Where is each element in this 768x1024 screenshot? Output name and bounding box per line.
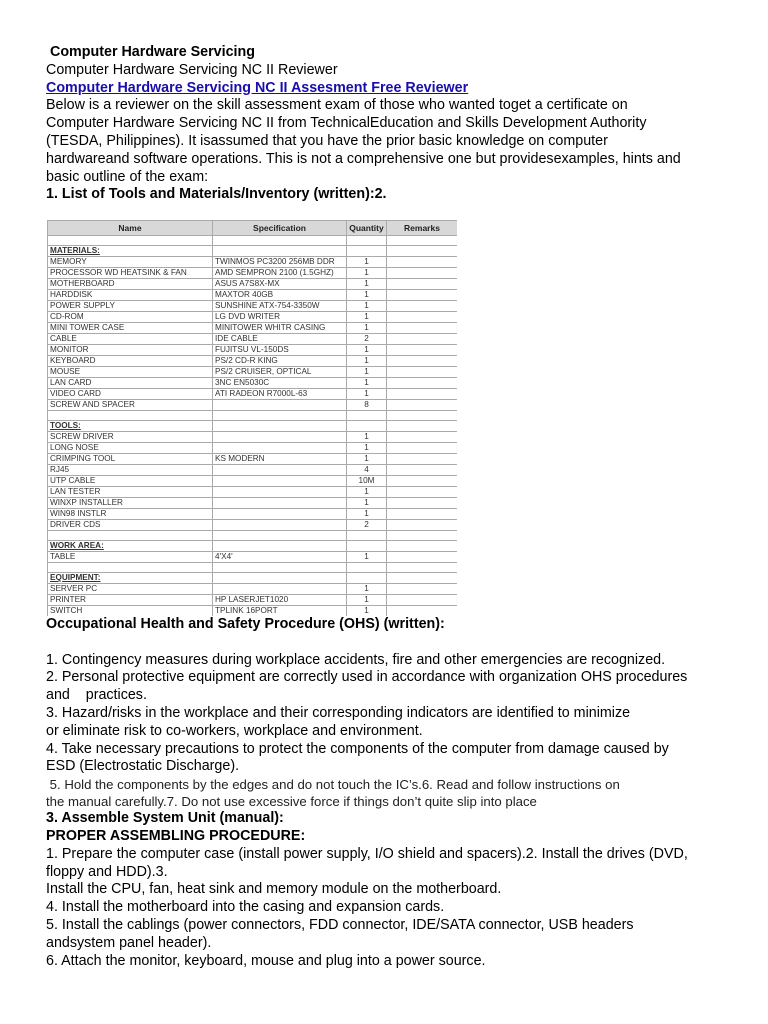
table-row [48,378,458,389]
table-cell: 1 [347,509,387,520]
table-row [48,443,458,454]
table-cell: POWER SUPPLY [48,301,213,312]
ohs-item: and practices. [46,687,147,704]
table-cell: 1 [347,279,387,290]
reviewer-link[interactable]: Computer Hardware Servicing NC II Assesment Free Reviewer [46,79,469,96]
table-cell [387,476,458,487]
table-cell: IDE CABLE [213,334,347,345]
table-cell: PS/2 CD-R KING [213,356,347,367]
table-row [48,268,458,279]
table-row [48,389,458,400]
table-cell: TWINMOS PC3200 256MB DDR [213,257,347,268]
table-cell: MONITOR [48,345,213,356]
table-cell: WINXP INSTALLER [48,498,213,509]
table-cell [347,563,387,573]
table-cell [387,411,458,421]
table-cell: 1 [347,432,387,443]
table-cell [213,520,347,531]
table-cell: 1 [347,443,387,454]
table-cell: RJ45 [48,465,213,476]
table-cell [387,356,458,367]
assembly-step: 6. Attach the monitor, keyboard, mouse and plug into a power source. [46,952,486,969]
table-cell [387,531,458,541]
table-cell: 3NC EN5030C [213,378,347,389]
table-cell [213,432,347,443]
table-cell [387,246,458,257]
table-cell: TPLINK 16PORT [213,606,347,617]
table-cell: 1 [347,487,387,498]
inventory-table-image [47,220,457,616]
inventory-table [47,220,457,616]
table-cell: HP LASERJET1020 [213,595,347,606]
table-cell [387,595,458,606]
table-header-row [48,221,458,236]
ohs-note: the manual carefully.7. Do not use excessive force if things don’t quite slip into place [46,794,537,810]
table-cell [387,257,458,268]
ohs-item: 2. Personal protective equipment are correctly used in accordance with organization OHS procedures [46,669,688,686]
table-cell [48,236,213,246]
table-cell: TOOLS: [48,421,213,432]
table-cell: 1 [347,312,387,323]
table-cell: 8 [347,400,387,411]
table-cell [213,465,347,476]
table-cell: 1 [347,454,387,465]
intro-paragraph [46,97,746,186]
intro-line: basic outline of the exam: [46,168,209,185]
table-cell: KS MODERN [213,454,347,465]
table-cell [213,246,347,257]
section-1-heading: 1. List of Tools and Materials/Inventory (written):2. [46,186,387,203]
table-row [48,356,458,367]
table-row [48,584,458,595]
table-row [48,421,458,432]
table-cell: DRIVER CDS [48,520,213,531]
column-header: Specification [213,221,347,236]
table-row [48,345,458,356]
document-body [46,44,746,204]
table-row [48,279,458,290]
table-cell: CD-ROM [48,312,213,323]
table-row [48,509,458,520]
doc-title: Computer Hardware Servicing [50,44,255,60]
table-cell: SCREW AND SPACER [48,400,213,411]
ohs-item: 4. Take necessary precautions to protect the components of the computer from damage caused by [46,740,669,757]
table-row [48,563,458,573]
table-cell [387,279,458,290]
table-cell: 1 [347,389,387,400]
table-cell: 1 [347,301,387,312]
table-cell [347,421,387,432]
table-row [48,432,458,443]
table-cell [387,573,458,584]
table-cell: LONG NOSE [48,443,213,454]
table-cell [387,487,458,498]
table-cell [387,323,458,334]
table-cell: ATI RADEON R7000L-63 [213,389,347,400]
table-body [48,236,458,617]
table-cell: MEMORY [48,257,213,268]
table-cell: 4'X4' [213,552,347,563]
table-row [48,323,458,334]
ohs-item: 1. Contingency measures during workplace accidents, fire and other emergencies are recognized. [46,651,666,668]
table-row [48,487,458,498]
table-cell: 1 [347,257,387,268]
table-cell [48,531,213,541]
table-cell [48,563,213,573]
table-cell [387,465,458,476]
assembly-step: Install the CPU, fan, heat sink and memory module on the motherboard. [46,881,502,898]
table-cell [213,236,347,246]
table-cell [347,411,387,421]
ohs-heading: Occupational Health and Safety Procedure (OHS) (written): [46,616,445,632]
table-row [48,301,458,312]
table-cell [387,454,458,465]
table-cell [387,421,458,432]
table-cell [213,509,347,520]
table-cell [387,509,458,520]
table-cell: 2 [347,520,387,531]
table-cell [387,367,458,378]
table-cell: CRIMPING TOOL [48,454,213,465]
table-row [48,520,458,531]
assembly-step: 4. Install the motherboard into the casing and expansion cards. [46,899,445,916]
intro-line: Below is a reviewer on the skill assessment exam of those who wanted toget a certificate on [46,97,628,114]
table-cell: AMD SEMPRON 2100 (1.5GHZ) [213,268,347,279]
table-cell: FUJITSU VL-150DS [213,345,347,356]
table-cell: KEYBOARD [48,356,213,367]
table-cell [387,389,458,400]
table-cell [347,246,387,257]
intro-line: Computer Hardware Servicing NC II from TechnicalEducation and Skills Development Authority [46,115,647,132]
table-cell [213,573,347,584]
table-cell: PROCESSOR WD HEATSINK & FAN [48,268,213,279]
table-cell [213,443,347,454]
table-cell [387,443,458,454]
table-row [48,595,458,606]
table-cell: SCREW DRIVER [48,432,213,443]
table-cell [213,400,347,411]
table-cell: MINI TOWER CASE [48,323,213,334]
table-row [48,257,458,268]
ohs-section [46,616,746,970]
table-cell [213,531,347,541]
assembly-step: andsystem panel header). [46,934,212,951]
column-header: Remarks [387,221,458,236]
table-cell: UTP CABLE [48,476,213,487]
table-cell [213,498,347,509]
table-row [48,367,458,378]
table-cell: 1 [347,584,387,595]
table-row [48,476,458,487]
table-cell: 1 [347,552,387,563]
table-cell: MOTHERBOARD [48,279,213,290]
table-cell: MATERIALS: [48,246,213,257]
assembly-step: 5. Install the cablings (power connectors, FDD connector, IDE/SATA connector, USB headers [46,916,634,933]
table-cell [213,421,347,432]
doc-subtitle: Computer Hardware Servicing NC II Reviewer [46,61,338,78]
table-cell [213,563,347,573]
section-3-heading: 3. Assemble System Unit (manual): [46,810,284,827]
table-cell: LAN CARD [48,378,213,389]
table-cell: 1 [347,606,387,617]
table-row [48,454,458,465]
assembly-step: floppy and HDD).3. [46,863,168,880]
column-header: Name [48,221,213,236]
table-cell: CABLE [48,334,213,345]
table-cell [347,541,387,552]
intro-line: hardwareand software operations. This is not a comprehensive one but providesexamples, hints and [46,150,681,167]
table-cell: MINITOWER WHITR CASING [213,323,347,334]
table-cell: 1 [347,290,387,301]
table-cell [387,563,458,573]
table-cell [347,573,387,584]
ohs-item: or eliminate risk to co-workers, workplace and environment. [46,722,423,739]
table-cell [387,345,458,356]
ohs-note: 5. Hold the components by the edges and do not touch the IC’s.6. Read and follow instructions on [46,777,620,793]
table-cell: 1 [347,356,387,367]
table-cell: PRINTER [48,595,213,606]
ohs-item: 3. Hazard/risks in the workplace and their corresponding indicators are identified to minimize [46,704,631,721]
table-cell [213,541,347,552]
column-header: Quantity [347,221,387,236]
ohs-item: ESD (Electrostatic Discharge). [46,758,240,775]
table-cell [387,606,458,617]
table-cell: 2 [347,334,387,345]
table-cell: MAXTOR 40GB [213,290,347,301]
table-cell [387,432,458,443]
table-cell [387,236,458,246]
table-cell [213,487,347,498]
table-cell: 1 [347,595,387,606]
table-cell [387,541,458,552]
table-cell [213,411,347,421]
table-row [48,573,458,584]
table-cell: LAN TESTER [48,487,213,498]
table-cell [387,268,458,279]
table-row [48,236,458,246]
table-cell [347,531,387,541]
table-cell [347,236,387,246]
table-cell [387,334,458,345]
table-cell [387,400,458,411]
table-row [48,552,458,563]
table-cell: 1 [347,323,387,334]
table-cell: 4 [347,465,387,476]
table-cell: WORK AREA: [48,541,213,552]
table-cell: WIN98 INSTLR [48,509,213,520]
table-row [48,541,458,552]
procedure-heading: PROPER ASSEMBLING PROCEDURE: [46,827,306,844]
table-cell: 1 [347,268,387,279]
table-cell [387,520,458,531]
table-cell: MOUSE [48,367,213,378]
table-cell: SERVER PC [48,584,213,595]
table-row [48,465,458,476]
table-row [48,411,458,421]
table-cell [387,552,458,563]
table-cell: PS/2 CRUISER, OPTICAL [213,367,347,378]
assembly-step: 1. Prepare the computer case (install power supply, I/O shield and spacers).2. Install the drives (DVD, [46,845,688,862]
table-cell [387,301,458,312]
table-cell: HARDDISK [48,290,213,301]
table-cell: VIDEO CARD [48,389,213,400]
table-cell: EQUIPMENT: [48,573,213,584]
table-cell [387,290,458,301]
table-cell [387,378,458,389]
table-cell: LG DVD WRITER [213,312,347,323]
table-cell: 1 [347,345,387,356]
table-cell: 1 [347,367,387,378]
table-cell: 1 [347,498,387,509]
table-cell [213,476,347,487]
table-cell: TABLE [48,552,213,563]
table-row [48,334,458,345]
table-row [48,531,458,541]
table-cell [387,584,458,595]
table-cell: SUNSHINE ATX-754-3350W [213,301,347,312]
table-cell [387,498,458,509]
table-cell [48,411,213,421]
table-row [48,498,458,509]
table-row [48,246,458,257]
table-cell: ASUS A7S8X-MX [213,279,347,290]
table-row [48,400,458,411]
table-row [48,606,458,617]
table-cell: 1 [347,378,387,389]
table-row [48,312,458,323]
table-cell [387,312,458,323]
intro-line: (TESDA, Philippines). It isassumed that you have the prior basic knowledge on computer [46,132,608,149]
table-cell [213,584,347,595]
table-row [48,290,458,301]
table-cell: 10M [347,476,387,487]
table-cell: SWITCH [48,606,213,617]
